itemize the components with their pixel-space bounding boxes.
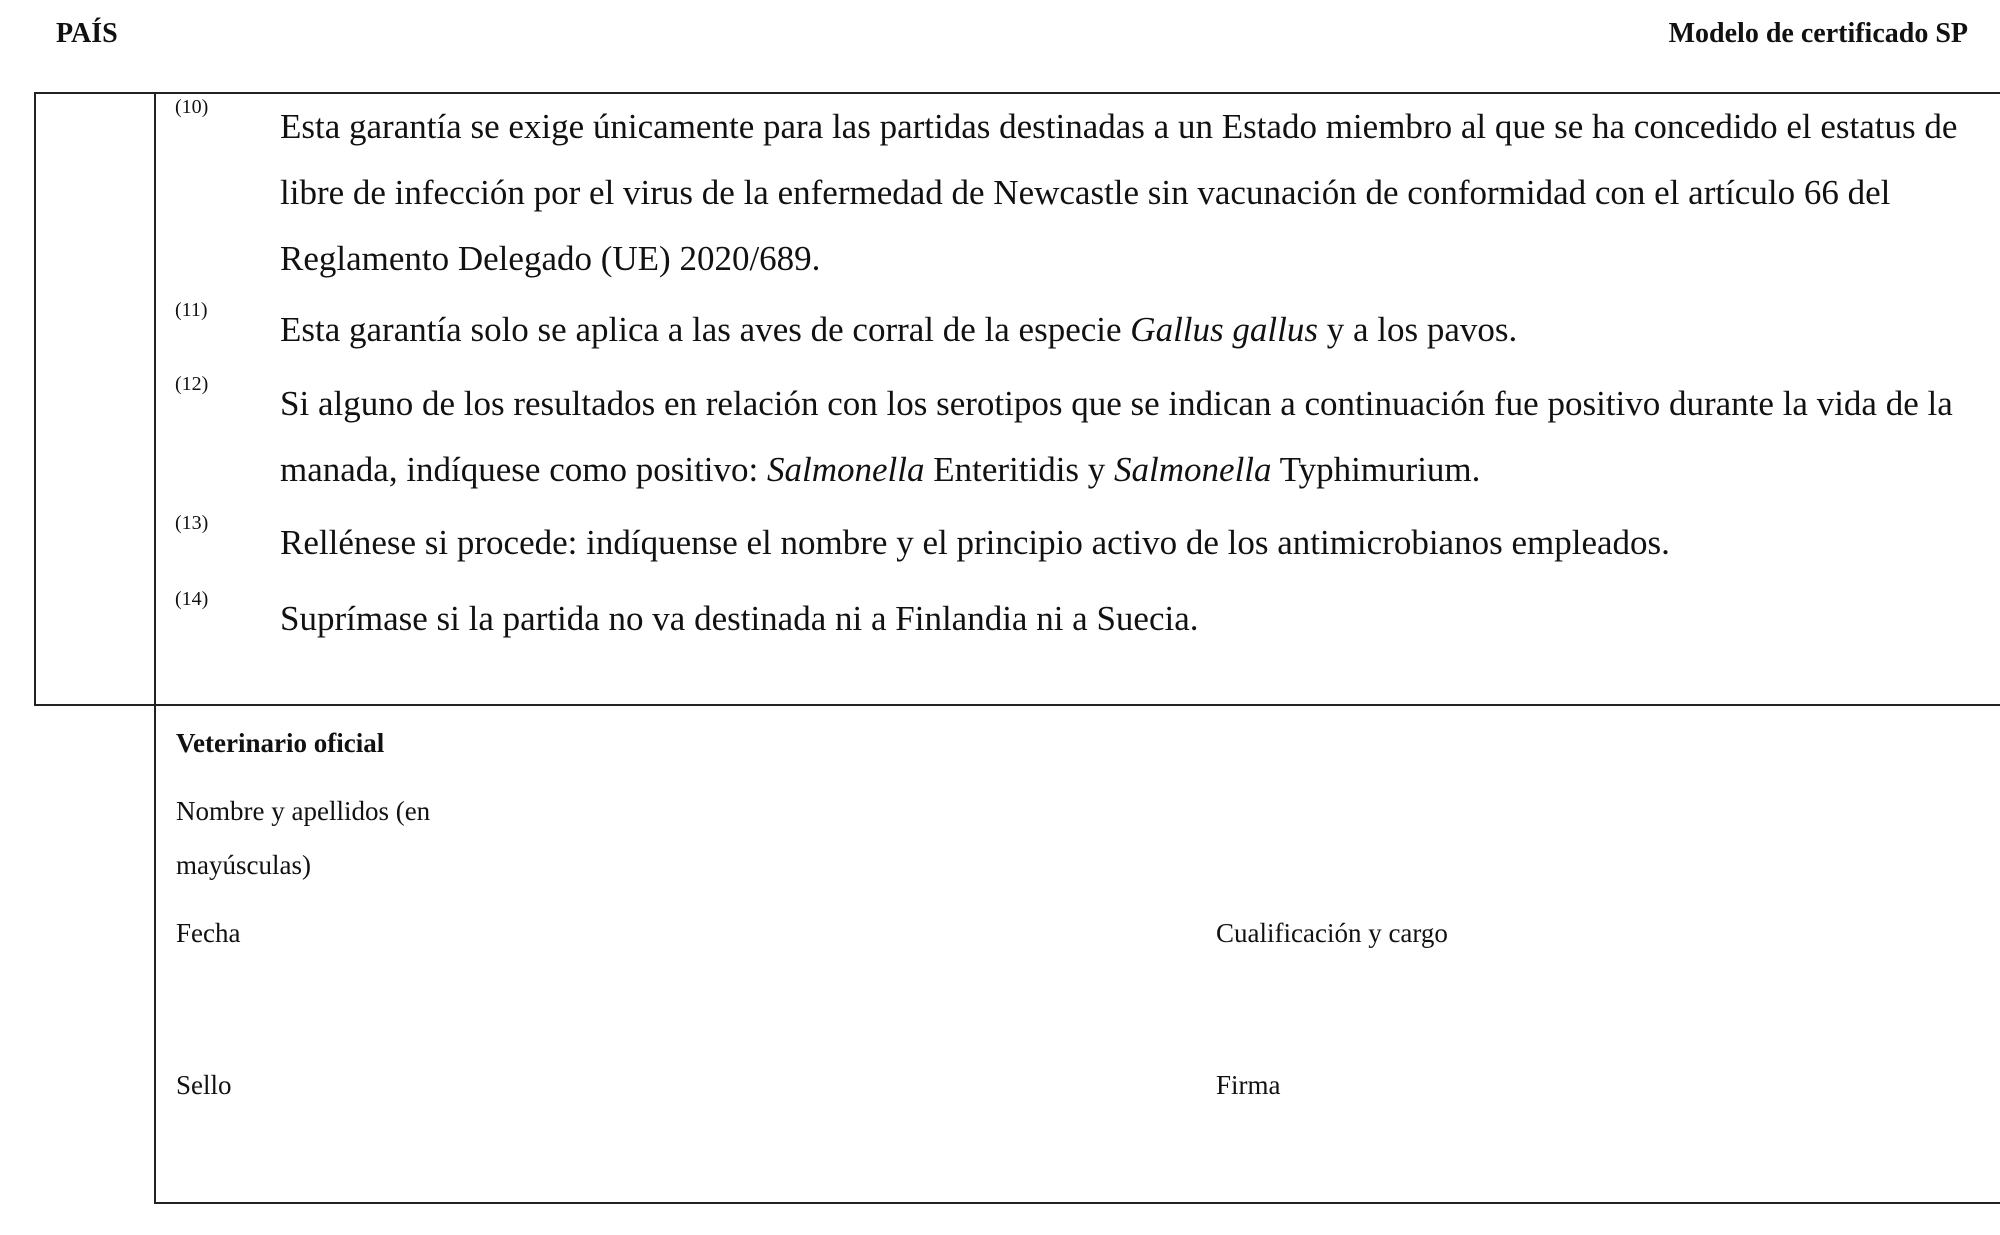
- footnote-number: (14): [175, 588, 209, 610]
- footnote-text: Si alguno de los resultados en relación con los serotipos que se indican a continuación fue positivo durante la vida de la manada, indíquese como positivo: Salmonella Enteritidis y Salmonella Typhimurium.: [280, 384, 1953, 489]
- footnote-14: [175, 586, 1965, 652]
- column-divider: [154, 92, 156, 1204]
- official-veterinarian-title: Veterinario oficial: [176, 728, 385, 758]
- date-label: Fecha: [176, 918, 241, 948]
- certificate-model-header: Modelo de certificado SP: [1668, 18, 1968, 49]
- bottom-rule: [154, 1202, 2000, 1204]
- footnote-number: (10): [175, 96, 209, 118]
- footnote-10: [175, 94, 1965, 292]
- footnote-text: Esta garantía solo se aplica a las aves de corral de la especie Gallus gallus y a los pavos.: [280, 310, 1518, 349]
- stamp-label: Sello: [176, 1070, 232, 1100]
- footnote-11: [175, 297, 1965, 363]
- qualification-label: Cualificación y cargo: [1216, 918, 1448, 948]
- genus-name: Salmonella: [1114, 450, 1272, 489]
- footnote-number: (13): [175, 512, 209, 534]
- footnote-13: [175, 510, 1965, 576]
- footnote-text: Suprímase si la partida no va destinada ni a Finlandia ni a Suecia.: [280, 599, 1199, 638]
- signature-label: Firma: [1216, 1070, 1281, 1100]
- footnote-text: Esta garantía se exige únicamente para las partidas destinadas a un Estado miembro al que se ha concedido el estatus de libre de infección por el virus de la enfermedad de Newcastle sin vacunación de conformidad con el artículo 66 del Reglamento Delegado (UE) 2020/689.: [280, 107, 1958, 278]
- genus-name: Salmonella: [767, 450, 925, 489]
- footnote-number: (12): [175, 373, 209, 395]
- footnote-text: Rellénese si procede: indíquense el nombre y el principio activo de los antimicrobianos empleados.: [280, 523, 1670, 562]
- footnote-12: [175, 371, 1965, 503]
- name-label-line-1: Nombre y apellidos (en: [176, 796, 431, 826]
- name-label-line-2: mayúsculas): [176, 850, 311, 880]
- footnote-number: (11): [175, 299, 208, 321]
- country-header: PAÍS: [56, 18, 118, 49]
- species-name: Gallus gallus: [1130, 310, 1318, 349]
